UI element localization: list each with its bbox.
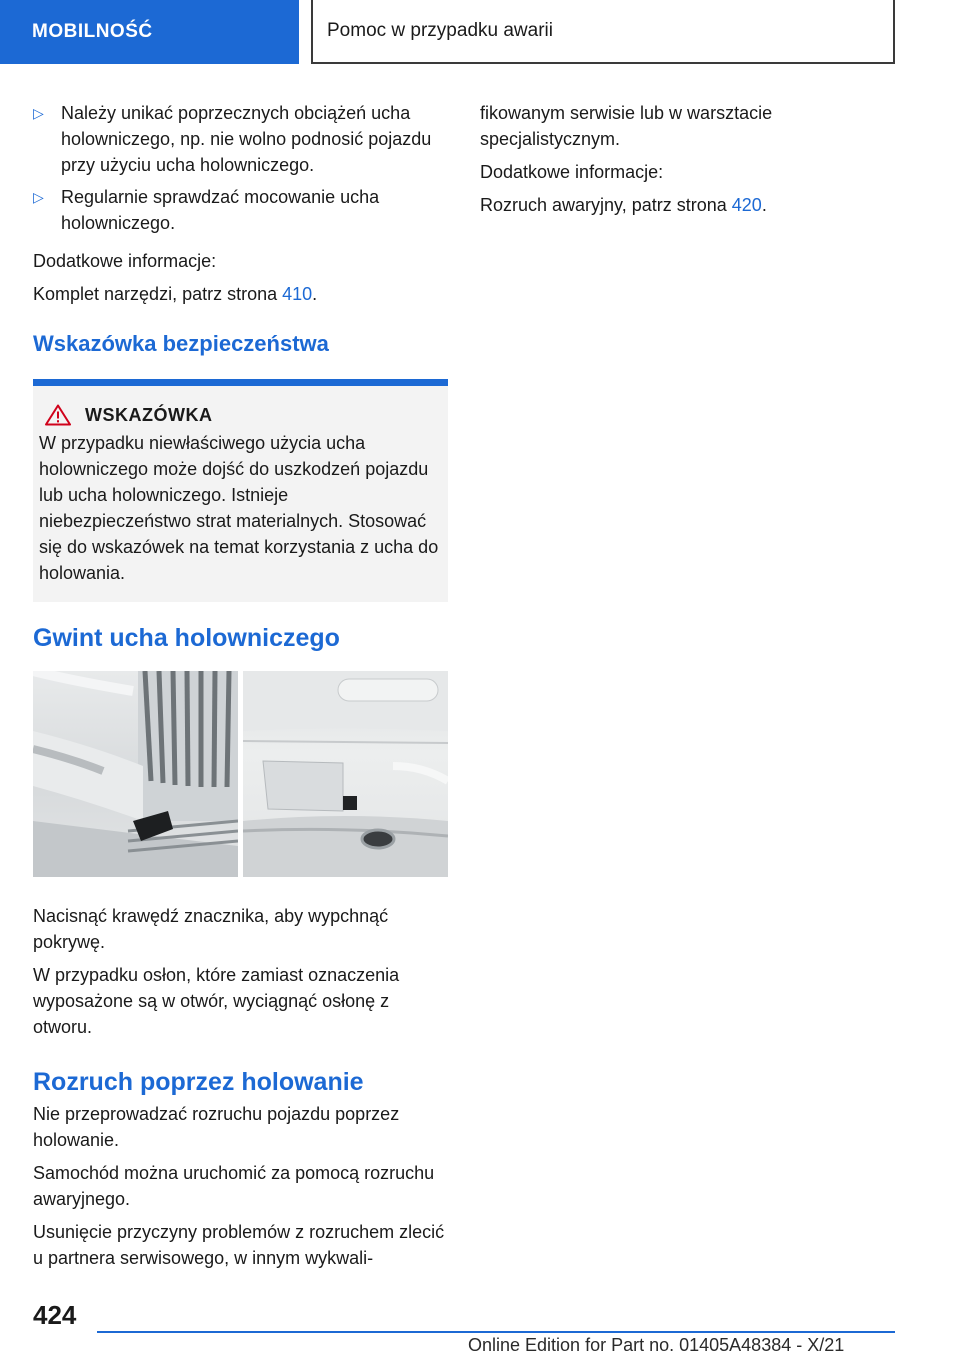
- reference-text: Komplet narzędzi, patrz strona: [33, 284, 283, 304]
- reference-end: .: [312, 284, 318, 304]
- front-bumper-photo: [33, 671, 238, 877]
- tow-start-heading: Rozruch poprzez holowanie: [33, 1068, 364, 1096]
- chapter-title-bar: [311, 0, 895, 64]
- triangle-bullet-icon: ▷: [33, 189, 44, 205]
- info-reference: [480, 192, 900, 218]
- info-label: Dodatkowe informacje:: [480, 162, 664, 182]
- thread-paragraph-1: Nacisnąć krawędź znacznika, aby wypchnąć pokrywę.: [33, 906, 389, 952]
- warning-title: WSKAZÓWKA: [85, 404, 213, 425]
- info-label: Dodatkowe informacje:: [33, 251, 217, 271]
- reference-end: .: [761, 195, 767, 215]
- chapter-title: Pomoc w przypadku awarii: [327, 20, 553, 41]
- warning-text: W przypadku niewłaściwego użycia ucha holowniczego może dojść do uszkodzeń pojazdu lub ucha holowniczego. Istnieje niebezpieczeństwo strat materialnych. Stosować się do wskazówek na temat korzystania z ucha do holowania.: [39, 433, 439, 583]
- edition-note: Online Edition for Part no. 01405A48384 - X/21: [468, 1335, 845, 1355]
- warning-box: [33, 379, 448, 602]
- bullet-text: Należy unikać poprzecznych obciążeń ucha holowniczego, np. nie wolno podnosić pojazdu przy użyciu ucha holowniczego.: [61, 103, 432, 175]
- section-label: MOBILNOŚĆ: [32, 21, 153, 42]
- section-tab[interactable]: [0, 0, 299, 64]
- thread-heading: Gwint ucha holowniczego: [33, 624, 340, 652]
- safety-heading: Wskazówka bezpieczeństwa: [33, 331, 329, 356]
- list-item: [33, 100, 448, 178]
- page-link[interactable]: 420: [731, 195, 762, 215]
- footer-divider: [97, 1331, 895, 1333]
- rear-bumper-photo: [243, 671, 448, 877]
- tow-start-paragraph-2: Samochód można uruchomić za pomocą rozruchu awaryjnego.: [33, 1163, 435, 1209]
- warning-header: [39, 404, 440, 426]
- tow-start-paragraph-1: Nie przeprowadzać rozruchu pojazdu poprzez holowanie.: [33, 1104, 400, 1150]
- thread-paragraph-2: W przypadku osłon, które zamiast oznaczenia wyposażone są w otwór, wyciągnąć osłonę z otworu.: [33, 965, 400, 1037]
- triangle-bullet-icon: ▷: [33, 105, 44, 121]
- page-link[interactable]: 410: [282, 284, 313, 304]
- list-item: [33, 184, 448, 236]
- page-number: 424: [33, 1300, 77, 1330]
- right-column: [480, 100, 900, 225]
- tow-start-paragraph-3: Usunięcie przyczyny problemów z rozruchem zlecić u partnera serwisowego, w innym wykwali-: [33, 1222, 445, 1268]
- tow-eye-photos: [33, 671, 448, 877]
- info-reference: [33, 281, 448, 307]
- warning-triangle-icon: [45, 404, 71, 426]
- continued-paragraph: fikowanym serwisie lub w warsztacie specjalistycznym.: [480, 103, 773, 149]
- bullet-text: Regularnie sprawdzać mocowanie ucha holowniczego.: [61, 187, 380, 233]
- left-column: [33, 100, 448, 1278]
- reference-text: Rozruch awaryjny, patrz strona: [480, 195, 732, 215]
